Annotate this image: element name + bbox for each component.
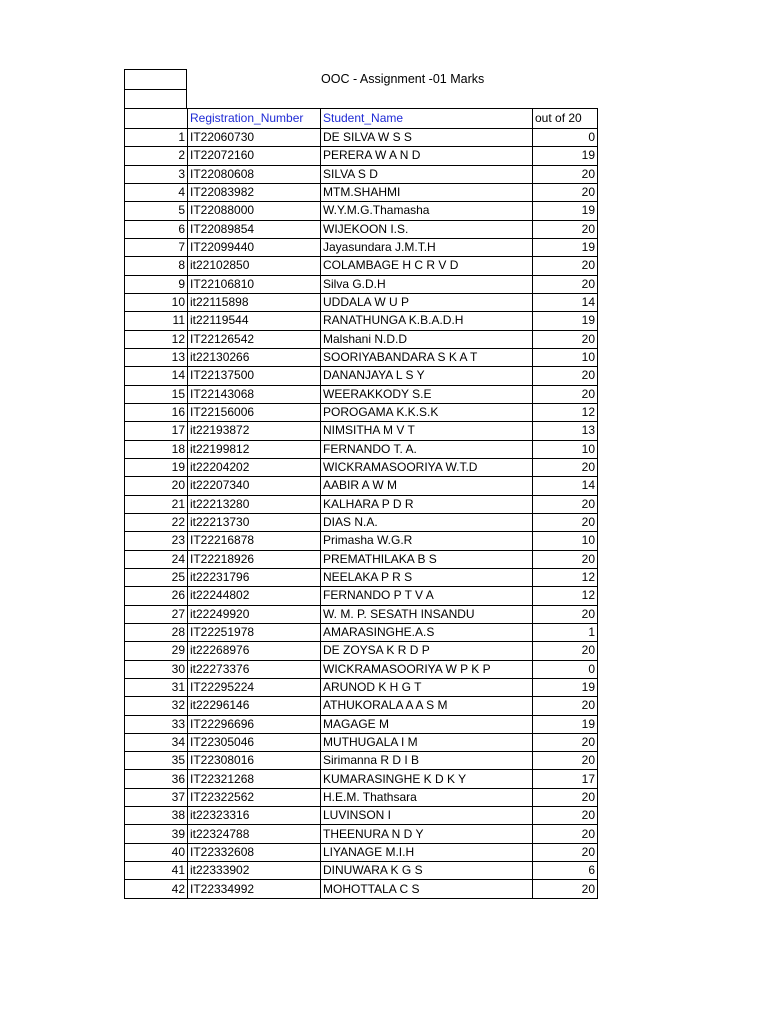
- student-name-cell: W. M. P. SESATH INSANDU: [321, 605, 533, 623]
- table-row: [125, 825, 598, 843]
- table-row: [125, 238, 598, 256]
- registration-number-cell: IT22308016: [188, 752, 321, 770]
- registration-number-cell: it22333902: [188, 862, 321, 880]
- table-row: [125, 513, 598, 531]
- table-row: [125, 605, 598, 623]
- row-number: 1: [125, 129, 188, 147]
- table-row: [125, 733, 598, 751]
- table-row: [125, 275, 598, 293]
- registration-number-cell: it22268976: [188, 642, 321, 660]
- marks-cell: 19: [533, 678, 598, 696]
- registration-number-cell: IT22126542: [188, 330, 321, 348]
- row-number: 26: [125, 587, 188, 605]
- table-row: [125, 623, 598, 641]
- registration-number-cell: it22204202: [188, 458, 321, 476]
- marks-cell: 20: [533, 825, 598, 843]
- row-number: 32: [125, 697, 188, 715]
- marks-cell: 14: [533, 477, 598, 495]
- row-number: 2: [125, 147, 188, 165]
- row-number: 12: [125, 330, 188, 348]
- table-row: [125, 568, 598, 586]
- row-number: 8: [125, 257, 188, 275]
- row-number: 35: [125, 752, 188, 770]
- registration-number-cell: it22231796: [188, 568, 321, 586]
- registration-number-cell: IT22106810: [188, 275, 321, 293]
- student-name-cell: WICKRAMASOORIYA W P K P: [321, 660, 533, 678]
- registration-number-cell: it22119544: [188, 312, 321, 330]
- table-row: [125, 477, 598, 495]
- row-number: 28: [125, 623, 188, 641]
- table-row: [125, 293, 598, 311]
- row-number: 5: [125, 202, 188, 220]
- registration-number-cell: it22323316: [188, 807, 321, 825]
- marks-cell: 20: [533, 220, 598, 238]
- marks-cell: 20: [533, 330, 598, 348]
- student-name-cell: KALHARA P D R: [321, 495, 533, 513]
- registration-number-cell: it22130266: [188, 348, 321, 366]
- marks-cell: 1: [533, 623, 598, 641]
- student-name-cell: PERERA W A N D: [321, 147, 533, 165]
- registration-number-cell: IT22060730: [188, 129, 321, 147]
- marks-cell: 20: [533, 495, 598, 513]
- student-name-cell: NIMSITHA M V T: [321, 422, 533, 440]
- student-name-cell: POROGAMA K.K.S.K: [321, 403, 533, 421]
- marks-cell: 0: [533, 660, 598, 678]
- empty-cell-second: [124, 89, 187, 109]
- marks-cell: 13: [533, 422, 598, 440]
- table-row: [125, 715, 598, 733]
- student-name-cell: Sirimanna R D I B: [321, 752, 533, 770]
- row-number: 27: [125, 605, 188, 623]
- registration-number-cell: IT22296696: [188, 715, 321, 733]
- registration-number-cell: it22213280: [188, 495, 321, 513]
- student-name-cell: DANANJAYA L S Y: [321, 367, 533, 385]
- table-row: [125, 385, 598, 403]
- table-row: [125, 843, 598, 861]
- marks-cell: 20: [533, 843, 598, 861]
- student-name-cell: DINUWARA K G S: [321, 862, 533, 880]
- row-number: 16: [125, 403, 188, 421]
- registration-number-cell: it22244802: [188, 587, 321, 605]
- student-name-cell: Silva G.D.H: [321, 275, 533, 293]
- student-name-cell: WEERAKKODY S.E: [321, 385, 533, 403]
- row-number: 4: [125, 183, 188, 201]
- marks-cell: 20: [533, 257, 598, 275]
- row-number: 38: [125, 807, 188, 825]
- student-name-cell: DE SILVA W S S: [321, 129, 533, 147]
- row-number: 22: [125, 513, 188, 531]
- student-name-cell: SOORIYABANDARA S K A T: [321, 348, 533, 366]
- table-row: [125, 348, 598, 366]
- student-name-cell: KUMARASINGHE K D K Y: [321, 770, 533, 788]
- table-row: [125, 807, 598, 825]
- student-name-cell: DIAS N.A.: [321, 513, 533, 531]
- student-name-cell: Primasha W.G.R: [321, 532, 533, 550]
- marks-cell: 20: [533, 697, 598, 715]
- marks-cell: 20: [533, 788, 598, 806]
- registration-number-cell: it22296146: [188, 697, 321, 715]
- row-number: 6: [125, 220, 188, 238]
- marks-cell: 19: [533, 312, 598, 330]
- row-number: 3: [125, 165, 188, 183]
- registration-number-cell: it22115898: [188, 293, 321, 311]
- marks-cell: 20: [533, 458, 598, 476]
- row-number: 31: [125, 678, 188, 696]
- student-name-cell: Jayasundara J.M.T.H: [321, 238, 533, 256]
- registration-number-cell: IT22156006: [188, 403, 321, 421]
- marks-cell: 20: [533, 733, 598, 751]
- table-row: [125, 678, 598, 696]
- row-number: 11: [125, 312, 188, 330]
- student-name-cell: RANATHUNGA K.B.A.D.H: [321, 312, 533, 330]
- registration-number-cell: it22193872: [188, 422, 321, 440]
- student-name-cell: MOHOTTALA C S: [321, 880, 533, 898]
- row-number: 24: [125, 550, 188, 568]
- table-row: [125, 183, 598, 201]
- marks-cell: 20: [533, 752, 598, 770]
- row-number: 9: [125, 275, 188, 293]
- title-row: [124, 69, 597, 89]
- row-number: 30: [125, 660, 188, 678]
- table-row: [125, 202, 598, 220]
- registration-number-cell: IT22332608: [188, 843, 321, 861]
- marks-cell: 10: [533, 440, 598, 458]
- table-row: [125, 440, 598, 458]
- header-registration-number: Registration_Number: [188, 109, 321, 129]
- student-name-cell: COLAMBAGE H C R V D: [321, 257, 533, 275]
- registration-number-cell: it22249920: [188, 605, 321, 623]
- student-name-cell: MTM.SHAHMI: [321, 183, 533, 201]
- row-number: 23: [125, 532, 188, 550]
- marks-cell: 20: [533, 367, 598, 385]
- marks-cell: 19: [533, 715, 598, 733]
- row-number: 33: [125, 715, 188, 733]
- row-number: 10: [125, 293, 188, 311]
- registration-number-cell: IT22334992: [188, 880, 321, 898]
- student-name-cell: ATHUKORALA A A S M: [321, 697, 533, 715]
- table-row: [125, 495, 598, 513]
- header-no: [125, 109, 188, 129]
- registration-number-cell: IT22216878: [188, 532, 321, 550]
- table-row: [125, 220, 598, 238]
- table-row: [125, 862, 598, 880]
- row-number: 37: [125, 788, 188, 806]
- student-name-cell: Malshani N.D.D: [321, 330, 533, 348]
- marks-cell: 20: [533, 550, 598, 568]
- registration-number-cell: it22102850: [188, 257, 321, 275]
- registration-number-cell: IT22099440: [188, 238, 321, 256]
- table-row: [125, 257, 598, 275]
- registration-number-cell: IT22089854: [188, 220, 321, 238]
- marks-cell: 20: [533, 275, 598, 293]
- table-row: [125, 367, 598, 385]
- student-name-cell: LIYANAGE M.I.H: [321, 843, 533, 861]
- row-number: 15: [125, 385, 188, 403]
- table-row: [125, 642, 598, 660]
- marks-cell: 20: [533, 385, 598, 403]
- student-name-cell: AMARASINGHE.A.S: [321, 623, 533, 641]
- student-name-cell: MUTHUGALA I M: [321, 733, 533, 751]
- student-name-cell: MAGAGE M: [321, 715, 533, 733]
- table-row: [125, 880, 598, 898]
- row-number: 41: [125, 862, 188, 880]
- row-number: 25: [125, 568, 188, 586]
- student-name-cell: FERNANDO P T V A: [321, 587, 533, 605]
- row-number: 17: [125, 422, 188, 440]
- row-number: 39: [125, 825, 188, 843]
- student-name-cell: UDDALA W U P: [321, 293, 533, 311]
- marks-table: [124, 108, 598, 899]
- marks-cell: 17: [533, 770, 598, 788]
- table-row: [125, 147, 598, 165]
- row-number: 18: [125, 440, 188, 458]
- student-name-cell: W.Y.M.G.Thamasha: [321, 202, 533, 220]
- marks-cell: 12: [533, 403, 598, 421]
- marks-table-body: [125, 129, 598, 899]
- marks-cell: 20: [533, 513, 598, 531]
- header-student-name: Student_Name: [321, 109, 533, 129]
- marks-cell: 10: [533, 532, 598, 550]
- registration-number-cell: IT22072160: [188, 147, 321, 165]
- registration-number-cell: it22273376: [188, 660, 321, 678]
- registration-number-cell: IT22088000: [188, 202, 321, 220]
- marks-cell: 14: [533, 293, 598, 311]
- student-name-cell: FERNANDO T. A.: [321, 440, 533, 458]
- student-name-cell: THEENURA N D Y: [321, 825, 533, 843]
- table-row: [125, 752, 598, 770]
- marks-cell: 19: [533, 238, 598, 256]
- marks-cell: 10: [533, 348, 598, 366]
- registration-number-cell: IT22083982: [188, 183, 321, 201]
- table-row: [125, 330, 598, 348]
- table-row: [125, 129, 598, 147]
- student-name-cell: AABIR A W M: [321, 477, 533, 495]
- marks-cell: 20: [533, 642, 598, 660]
- row-number: 42: [125, 880, 188, 898]
- row-number: 7: [125, 238, 188, 256]
- student-name-cell: ARUNOD K H G T: [321, 678, 533, 696]
- registration-number-cell: IT22321268: [188, 770, 321, 788]
- registration-number-cell: it22207340: [188, 477, 321, 495]
- registration-number-cell: IT22251978: [188, 623, 321, 641]
- registration-number-cell: IT22322562: [188, 788, 321, 806]
- student-name-cell: SILVA S D: [321, 165, 533, 183]
- marks-cell: 19: [533, 147, 598, 165]
- row-number: 34: [125, 733, 188, 751]
- table-row: [125, 697, 598, 715]
- marks-cell: 20: [533, 605, 598, 623]
- registration-number-cell: IT22080608: [188, 165, 321, 183]
- table-row: [125, 403, 598, 421]
- row-number: 40: [125, 843, 188, 861]
- row-number: 13: [125, 348, 188, 366]
- row-number: 29: [125, 642, 188, 660]
- registration-number-cell: IT22137500: [188, 367, 321, 385]
- student-name-cell: H.E.M. Thathsara: [321, 788, 533, 806]
- marks-cell: 20: [533, 165, 598, 183]
- student-name-cell: PREMATHILAKA B S: [321, 550, 533, 568]
- row-number: 20: [125, 477, 188, 495]
- student-name-cell: WIJEKOON I.S.: [321, 220, 533, 238]
- registration-number-cell: IT22218926: [188, 550, 321, 568]
- header-row: [125, 109, 598, 129]
- student-name-cell: WICKRAMASOORIYA W.T.D: [321, 458, 533, 476]
- table-row: [125, 458, 598, 476]
- marks-cell: 12: [533, 568, 598, 586]
- registration-number-cell: IT22305046: [188, 733, 321, 751]
- registration-number-cell: IT22143068: [188, 385, 321, 403]
- table-row: [125, 587, 598, 605]
- marks-cell: 0: [533, 129, 598, 147]
- student-name-cell: LUVINSON I: [321, 807, 533, 825]
- table-row: [125, 532, 598, 550]
- student-name-cell: NEELAKA P R S: [321, 568, 533, 586]
- marks-cell: 19: [533, 202, 598, 220]
- table-row: [125, 660, 598, 678]
- registration-number-cell: it22324788: [188, 825, 321, 843]
- marks-cell: 6: [533, 862, 598, 880]
- table-row: [125, 422, 598, 440]
- table-row: [125, 788, 598, 806]
- marks-cell: 20: [533, 183, 598, 201]
- row-number: 21: [125, 495, 188, 513]
- table-row: [125, 312, 598, 330]
- table-row: [125, 550, 598, 568]
- table-row: [125, 165, 598, 183]
- marks-cell: 12: [533, 587, 598, 605]
- registration-number-cell: IT22295224: [188, 678, 321, 696]
- marks-cell: 20: [533, 807, 598, 825]
- row-number: 36: [125, 770, 188, 788]
- table-row: [125, 770, 598, 788]
- header-marks: out of 20: [533, 109, 598, 129]
- row-number: 19: [125, 458, 188, 476]
- sheet-title: OOC - Assignment -01 Marks: [321, 72, 485, 86]
- row-number: 14: [125, 367, 188, 385]
- marks-cell: 20: [533, 880, 598, 898]
- registration-number-cell: it22199812: [188, 440, 321, 458]
- student-name-cell: DE ZOYSA K R D P: [321, 642, 533, 660]
- registration-number-cell: it22213730: [188, 513, 321, 531]
